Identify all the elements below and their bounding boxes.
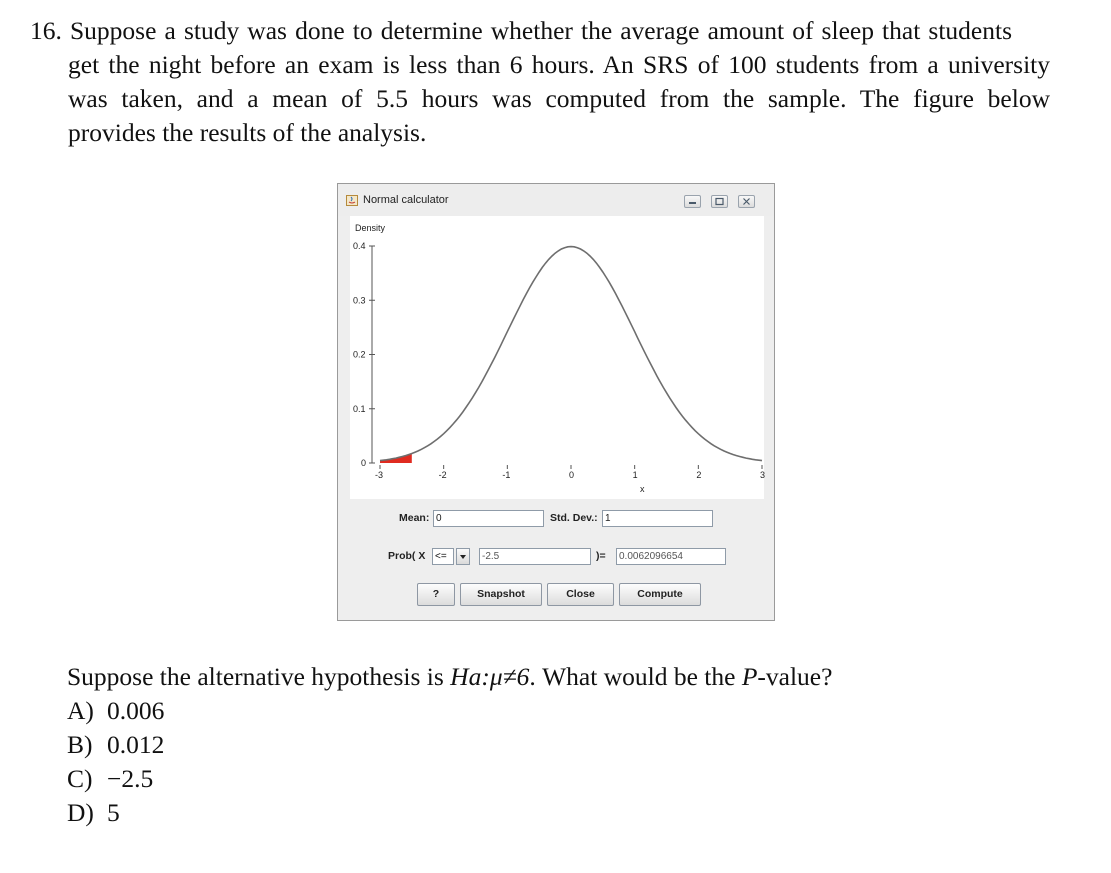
x-tick-label: -2 (438, 470, 447, 480)
y-tick-label: 0.4 (353, 241, 366, 251)
window-titlebar[interactable] (338, 184, 774, 216)
x-tick-label: -1 (502, 470, 511, 480)
sd-label: Std. Dev.: (550, 512, 598, 524)
equals-label: )= (596, 550, 606, 562)
close-icon (739, 196, 754, 207)
y-axis-label: Density (355, 223, 386, 233)
choice-text: 0.006 (107, 696, 165, 725)
chevron-down-icon (457, 549, 469, 564)
window-title: Normal calculator (363, 194, 449, 206)
x-tick-label: 2 (696, 470, 702, 480)
p-italic: P (741, 662, 758, 691)
plot-axes (353, 241, 765, 480)
question-line-2: get the night before an exam is less than 6 hours. An SRS of 100 students from a university (68, 50, 1050, 79)
question-line-1 (30, 14, 1012, 48)
prompt-text-a: Suppose the alternative hypothesis is (67, 662, 451, 691)
question-line-1-text: Suppose a study was done to determine whether the average amount of sleep that students (69, 16, 1012, 45)
question-line-4: provides the results of the analysis. (68, 118, 427, 147)
x-axis-label: x (640, 484, 645, 494)
density-plot-svg (350, 216, 764, 499)
x-value-input[interactable] (479, 548, 591, 565)
snapshot-button[interactable]: Snapshot (460, 583, 542, 606)
question-line-3: was taken, and a mean of 5.5 hours was computed from the sample. The figure below (68, 84, 1050, 113)
choice-letter: C) (67, 764, 93, 793)
close-window-button[interactable] (738, 195, 755, 208)
x-tick-label: -3 (375, 470, 384, 480)
prob-label: Prob( X (388, 550, 426, 562)
density-plot (350, 216, 764, 499)
choice-text: 5 (107, 798, 120, 827)
y-tick-label: 0.2 (353, 349, 366, 360)
prompt-text-b: . What would be the (529, 662, 742, 691)
sd-input[interactable] (602, 510, 713, 527)
help-button[interactable]: ? (417, 583, 455, 606)
prompt-text-c: -value? (757, 662, 833, 691)
alternative-hypothesis: Ha:μ≠6 (450, 662, 530, 691)
maximize-icon (712, 196, 727, 207)
choice-text: −2.5 (107, 764, 154, 793)
operator-select[interactable]: <= (432, 548, 454, 565)
choice-letter: D) (67, 798, 94, 827)
mean-input[interactable] (433, 510, 544, 527)
x-tick-label: 3 (760, 470, 766, 480)
y-tick-label: 0 (361, 458, 367, 468)
minimize-icon (685, 196, 700, 207)
choice-letter: A) (67, 696, 94, 725)
question-number: 16. (30, 16, 62, 45)
mean-label: Mean: (399, 512, 430, 524)
x-tick-label: 0 (569, 470, 575, 480)
close-button[interactable]: Close (547, 583, 614, 606)
maximize-button[interactable] (711, 195, 728, 208)
choice-text: 0.012 (107, 730, 165, 759)
answer-choices (67, 694, 164, 830)
follow-up-question (67, 660, 832, 694)
java-app-icon (346, 195, 358, 206)
normal-calculator-window (337, 183, 775, 621)
y-tick-label: 0.3 (353, 295, 366, 306)
choice-letter: B) (67, 730, 93, 759)
x-tick-label: 1 (632, 470, 638, 480)
choice-b[interactable] (67, 728, 164, 762)
choice-c[interactable] (67, 762, 164, 796)
question-text (30, 14, 1050, 150)
choice-d[interactable] (67, 796, 164, 830)
y-tick-label: 0.1 (353, 403, 366, 414)
result-output[interactable] (616, 548, 726, 565)
minimize-button[interactable] (684, 195, 701, 208)
normal-density-curve (380, 247, 762, 461)
choice-a[interactable] (67, 694, 164, 728)
operator-dropdown-button[interactable] (456, 548, 470, 565)
compute-button[interactable]: Compute (619, 583, 701, 606)
